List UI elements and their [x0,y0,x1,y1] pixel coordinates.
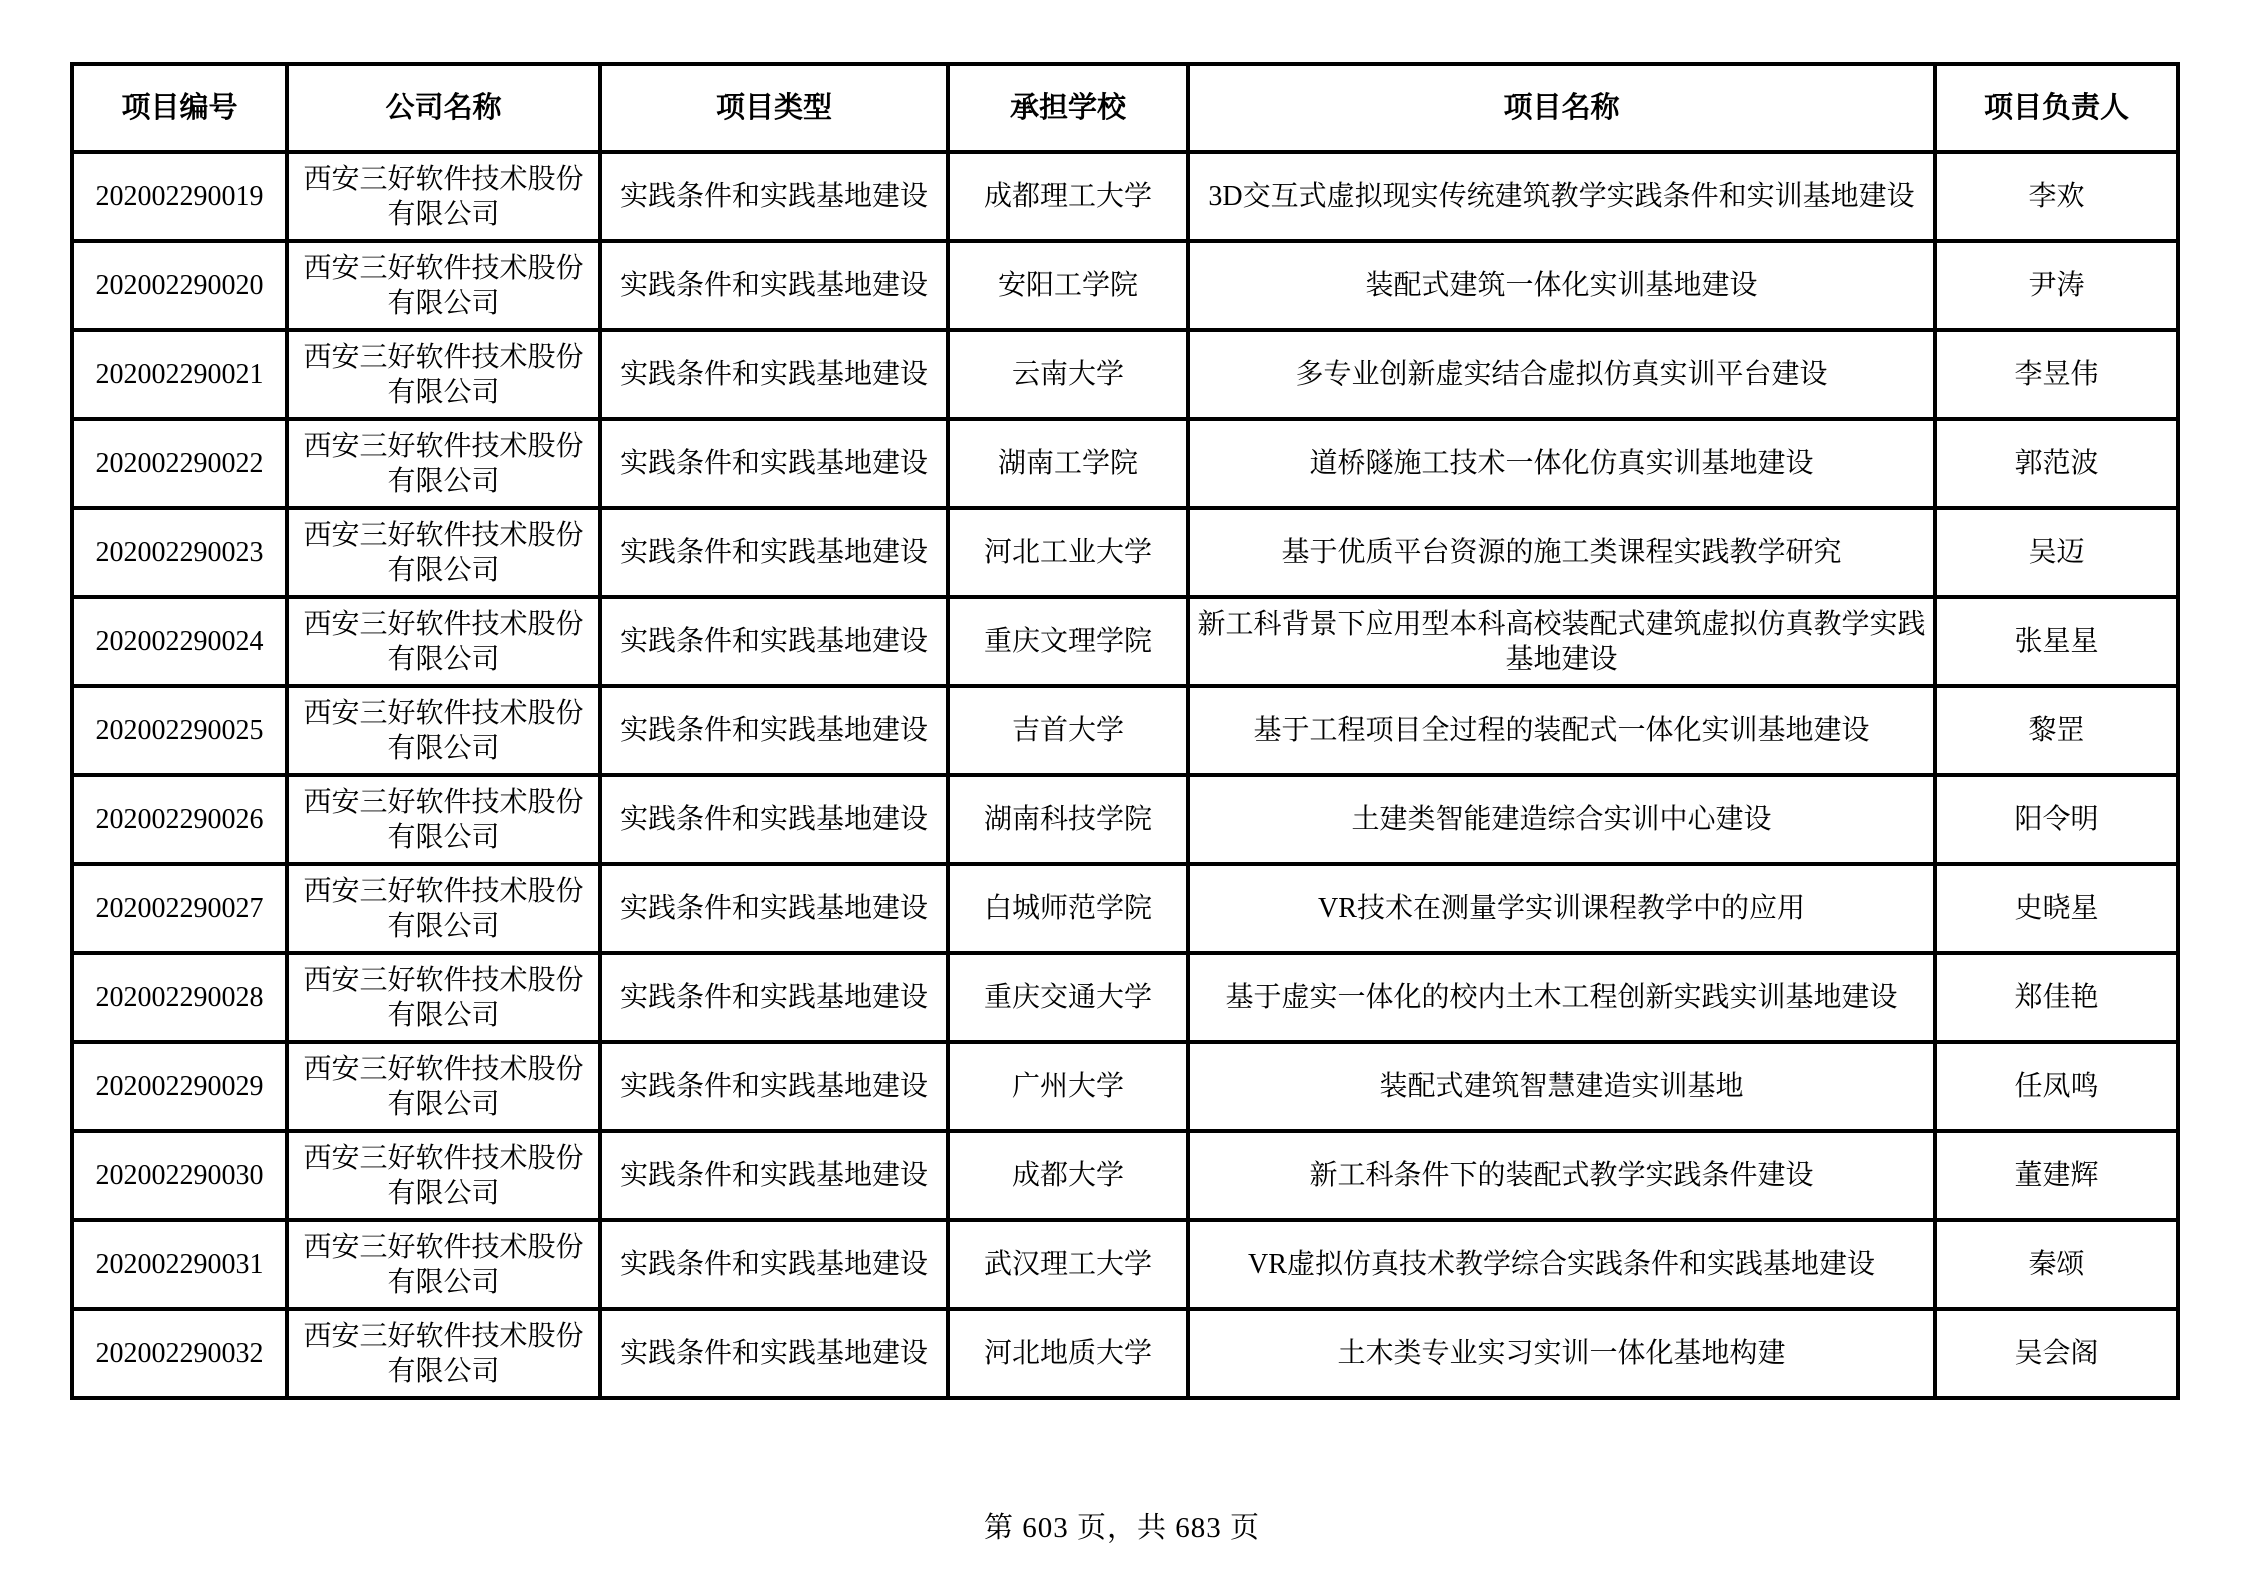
table-row [72,686,2178,775]
cell-name: 装配式建筑一体化实训基地建设 [1188,241,1935,330]
cell-name: 道桥隧施工技术一体化仿真实训基地建设 [1188,419,1935,508]
cell-company: 西安三好软件技术股份有限公司 [287,241,600,330]
table-row [72,597,2178,686]
cell-id: 202002290032 [72,1309,287,1398]
cell-company: 西安三好软件技术股份有限公司 [287,953,600,1042]
cell-name: VR技术在测量学实训课程教学中的应用 [1188,864,1935,953]
cell-leader: 郭范波 [1935,419,2178,508]
cell-name: 基于优质平台资源的施工类课程实践教学研究 [1188,508,1935,597]
cell-type: 实践条件和实践基地建设 [600,330,948,419]
cell-id: 202002290030 [72,1131,287,1220]
cell-school: 广州大学 [948,1042,1188,1131]
cell-company: 西安三好软件技术股份有限公司 [287,1220,600,1309]
cell-school: 湖南科技学院 [948,775,1188,864]
cell-id: 202002290028 [72,953,287,1042]
cell-school: 云南大学 [948,330,1188,419]
table-row [72,241,2178,330]
cell-type: 实践条件和实践基地建设 [600,597,948,686]
cell-type: 实践条件和实践基地建设 [600,1042,948,1131]
table-row [72,330,2178,419]
cell-id: 202002290020 [72,241,287,330]
cell-company: 西安三好软件技术股份有限公司 [287,1309,600,1398]
column-header-company-name: 公司名称 [287,64,600,152]
table-row [72,953,2178,1042]
cell-leader: 董建辉 [1935,1131,2178,1220]
cell-id: 202002290022 [72,419,287,508]
cell-school: 成都理工大学 [948,152,1188,241]
cell-id: 202002290026 [72,775,287,864]
cell-type: 实践条件和实践基地建设 [600,152,948,241]
table-row [72,775,2178,864]
table-row [72,152,2178,241]
cell-id: 202002290023 [72,508,287,597]
column-header-project-type: 项目类型 [600,64,948,152]
cell-leader: 尹涛 [1935,241,2178,330]
table-row [72,864,2178,953]
table-row [72,1309,2178,1398]
cell-company: 西安三好软件技术股份有限公司 [287,686,600,775]
column-header-project-leader: 项目负责人 [1935,64,2178,152]
table-row [72,1131,2178,1220]
page-indicator: 第 603 页，共 683 页 [983,1512,1260,1544]
cell-name: 土木类专业实习实训一体化基地构建 [1188,1309,1935,1398]
cell-type: 实践条件和实践基地建设 [600,1131,948,1220]
cell-type: 实践条件和实践基地建设 [600,864,948,953]
cell-id: 202002290031 [72,1220,287,1309]
cell-leader: 秦颂 [1935,1220,2178,1309]
cell-id: 202002290021 [72,330,287,419]
cell-company: 西安三好软件技术股份有限公司 [287,597,600,686]
cell-school: 河北地质大学 [948,1309,1188,1398]
cell-type: 实践条件和实践基地建设 [600,419,948,508]
cell-type: 实践条件和实践基地建设 [600,241,948,330]
cell-type: 实践条件和实践基地建设 [600,1309,948,1398]
table-row [72,508,2178,597]
cell-company: 西安三好软件技术股份有限公司 [287,775,600,864]
cell-school: 重庆交通大学 [948,953,1188,1042]
cell-type: 实践条件和实践基地建设 [600,953,948,1042]
cell-leader: 阳令明 [1935,775,2178,864]
cell-company: 西安三好软件技术股份有限公司 [287,330,600,419]
cell-leader: 李欢 [1935,152,2178,241]
cell-leader: 史晓星 [1935,864,2178,953]
column-header-project-id: 项目编号 [72,64,287,152]
cell-id: 202002290025 [72,686,287,775]
cell-company: 西安三好软件技术股份有限公司 [287,419,600,508]
cell-school: 武汉理工大学 [948,1220,1188,1309]
cell-leader: 吴会阁 [1935,1309,2178,1398]
cell-school: 安阳工学院 [948,241,1188,330]
table-body [72,152,2178,1398]
cell-name: 土建类智能建造综合实训中心建设 [1188,775,1935,864]
table-row [72,419,2178,508]
cell-id: 202002290029 [72,1042,287,1131]
cell-school: 重庆文理学院 [948,597,1188,686]
cell-id: 202002290019 [72,152,287,241]
cell-school: 湖南工学院 [948,419,1188,508]
column-header-school: 承担学校 [948,64,1188,152]
cell-leader: 黎罡 [1935,686,2178,775]
cell-company: 西安三好软件技术股份有限公司 [287,864,600,953]
cell-name: VR虚拟仿真技术教学综合实践条件和实践基地建设 [1188,1220,1935,1309]
cell-type: 实践条件和实践基地建设 [600,686,948,775]
cell-name: 新工科条件下的装配式教学实践条件建设 [1188,1131,1935,1220]
table-row [72,1042,2178,1131]
cell-type: 实践条件和实践基地建设 [600,775,948,864]
projects-table [70,62,2180,1400]
cell-school: 成都大学 [948,1131,1188,1220]
table-row [72,1220,2178,1309]
cell-name: 新工科背景下应用型本科高校装配式建筑虚拟仿真教学实践基地建设 [1188,597,1935,686]
cell-leader: 吴迈 [1935,508,2178,597]
cell-type: 实践条件和实践基地建设 [600,1220,948,1309]
cell-company: 西安三好软件技术股份有限公司 [287,1042,600,1131]
cell-type: 实践条件和实践基地建设 [600,508,948,597]
column-header-project-name: 项目名称 [1188,64,1935,152]
cell-name: 多专业创新虚实结合虚拟仿真实训平台建设 [1188,330,1935,419]
cell-leader: 任凤鸣 [1935,1042,2178,1131]
cell-id: 202002290024 [72,597,287,686]
cell-id: 202002290027 [72,864,287,953]
cell-school: 吉首大学 [948,686,1188,775]
cell-company: 西安三好软件技术股份有限公司 [287,152,600,241]
cell-company: 西安三好软件技术股份有限公司 [287,1131,600,1220]
cell-name: 3D交互式虚拟现实传统建筑教学实践条件和实训基地建设 [1188,152,1935,241]
cell-leader: 郑佳艳 [1935,953,2178,1042]
cell-school: 河北工业大学 [948,508,1188,597]
header-row [72,64,2178,152]
cell-name: 装配式建筑智慧建造实训基地 [1188,1042,1935,1131]
cell-company: 西安三好软件技术股份有限公司 [287,508,600,597]
cell-name: 基于工程项目全过程的装配式一体化实训基地建设 [1188,686,1935,775]
cell-school: 白城师范学院 [948,864,1188,953]
cell-name: 基于虚实一体化的校内土木工程创新实践实训基地建设 [1188,953,1935,1042]
cell-leader: 张星星 [1935,597,2178,686]
cell-leader: 李昱伟 [1935,330,2178,419]
